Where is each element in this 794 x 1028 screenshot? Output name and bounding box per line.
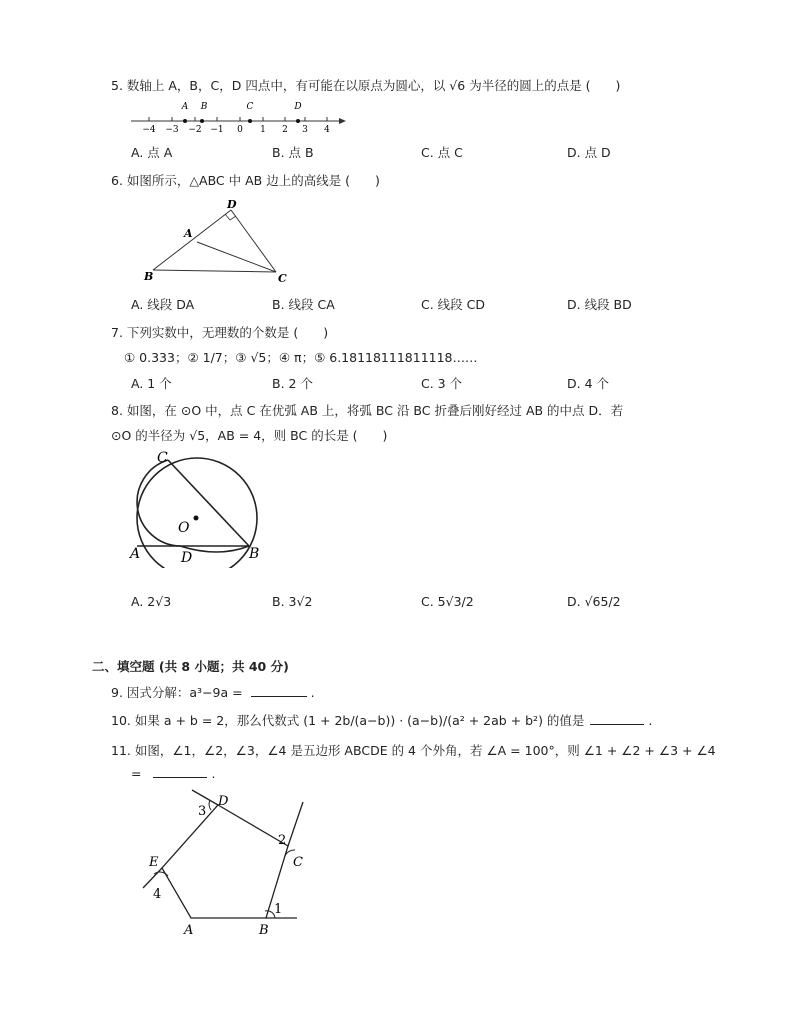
q9-tail: . bbox=[310, 685, 315, 700]
q7-stem: 7. 下列实数中，无理数的个数是 ( ) bbox=[111, 325, 329, 340]
q8-stem-line2: ⊙O 的半径为 √5，AB = 4，则 BC 的长是 ( ) bbox=[111, 428, 388, 443]
label-3: 3 bbox=[198, 804, 207, 819]
point-label-c: C bbox=[246, 102, 254, 112]
tick-label: 1 bbox=[260, 125, 266, 135]
q6-triangle-figure bbox=[140, 196, 300, 286]
label-c: C bbox=[293, 855, 303, 870]
point-label-a: A bbox=[181, 102, 189, 112]
q6-option-d[interactable]: D. 线段 BD bbox=[567, 297, 632, 312]
label-2: 2 bbox=[278, 833, 287, 848]
tick-label: −2 bbox=[188, 125, 202, 135]
q8-option-a[interactable]: A. 2√3 bbox=[131, 594, 172, 609]
tick-label: 3 bbox=[302, 125, 308, 135]
q7-option-b[interactable]: B. 2 个 bbox=[272, 376, 313, 391]
q11-line2 bbox=[131, 765, 215, 781]
q8-stem-line1: 8. 如图，在 ⊙O 中，点 C 在优弧 AB 上，将弧 BC 沿 BC 折叠后刚好经过 AB 的中点 D．若 bbox=[111, 403, 624, 418]
q8-option-c[interactable]: C. 5√3/2 bbox=[421, 594, 474, 609]
tick-label: −1 bbox=[210, 125, 224, 135]
label-c: C bbox=[278, 272, 287, 285]
label-d: D bbox=[181, 550, 193, 566]
tick-label: 4 bbox=[324, 125, 330, 135]
q11-tail: . bbox=[211, 766, 216, 781]
q6-option-a[interactable]: A. 线段 DA bbox=[131, 297, 195, 312]
q10-answer-blank[interactable] bbox=[590, 712, 644, 725]
label-e: E bbox=[149, 855, 159, 870]
q10-tail: . bbox=[648, 713, 653, 728]
q8-circle-figure bbox=[128, 448, 268, 568]
q9-stem: 9. 因式分解：a³−9a = bbox=[111, 685, 243, 700]
q9-answer-blank[interactable] bbox=[251, 684, 307, 697]
label-c: C bbox=[157, 450, 168, 466]
q7-option-c[interactable]: C. 3 个 bbox=[421, 376, 463, 391]
q5-option-b[interactable]: B. 点 B bbox=[272, 145, 314, 160]
point-c-dot bbox=[248, 119, 252, 123]
point-label-d: D bbox=[294, 102, 302, 112]
tick-label: −3 bbox=[165, 125, 179, 135]
label-1: 1 bbox=[274, 902, 283, 917]
q5-stem: 5. 数轴上 A，B，C，D 四点中，有可能在以原点为圆心，以 √6 为半径的圆上的点是 ( ) bbox=[111, 78, 621, 93]
q8-option-b[interactable]: B. 3√2 bbox=[272, 594, 313, 609]
q8-option-d[interactable]: D. √65/2 bbox=[567, 594, 621, 609]
label-b: B bbox=[259, 923, 269, 938]
point-a-dot bbox=[183, 119, 187, 123]
point-d-dot bbox=[296, 119, 300, 123]
label-b: B bbox=[144, 270, 154, 283]
q6-stem: 6. 如图所示，△ABC 中 AB 边上的高线是 ( ) bbox=[111, 173, 380, 188]
q10-line bbox=[111, 711, 652, 729]
tick-label: −4 bbox=[142, 125, 156, 135]
q11-answer-blank[interactable] bbox=[153, 765, 207, 778]
q11-stem-line1: 11. 如图，∠1，∠2，∠3，∠4 是五边形 ABCDE 的 4 个外角，若 ∠A = 100°，则 ∠1 + ∠2 + ∠3 + ∠4 bbox=[111, 743, 716, 758]
label-d: D bbox=[227, 198, 237, 211]
label-a: A bbox=[184, 227, 193, 240]
q11-stem-line2: = bbox=[131, 766, 142, 781]
q5-option-a[interactable]: A. 点 A bbox=[131, 145, 173, 160]
q7-option-a[interactable]: A. 1 个 bbox=[131, 376, 172, 391]
label-d: D bbox=[218, 794, 229, 809]
label-a: A bbox=[130, 546, 141, 562]
section-title: 二、填空题 (共 8 小题；共 40 分) bbox=[92, 659, 289, 674]
q5-option-c[interactable]: C. 点 C bbox=[421, 145, 463, 160]
q10-stem: 10. 如果 a + b = 2，那么代数式 (1 + 2b/(a−b)) · (a−b)/(a² + 2ab + b²) 的值是 bbox=[111, 713, 585, 728]
label-o: O bbox=[178, 520, 190, 536]
q6-option-c[interactable]: C. 线段 CD bbox=[421, 297, 486, 312]
tick-label: 2 bbox=[282, 125, 288, 135]
q7-option-d[interactable]: D. 4 个 bbox=[567, 376, 609, 391]
label-a: A bbox=[184, 923, 194, 938]
q6-option-b[interactable]: B. 线段 CA bbox=[272, 297, 335, 312]
tick-label: 0 bbox=[237, 125, 243, 135]
point-b-dot bbox=[200, 119, 204, 123]
q9-line bbox=[111, 683, 315, 701]
point-label-b: B bbox=[200, 102, 208, 112]
label-b: B bbox=[249, 546, 260, 562]
q5-option-d[interactable]: D. 点 D bbox=[567, 145, 611, 160]
label-4: 4 bbox=[153, 887, 162, 902]
q7-items: ① 0.333；② 1/7；③ √5；④ π；⑤ 6.18118111811118…… bbox=[124, 350, 478, 365]
q11-pentagon-figure bbox=[135, 788, 315, 940]
q5-number-line bbox=[128, 98, 350, 136]
